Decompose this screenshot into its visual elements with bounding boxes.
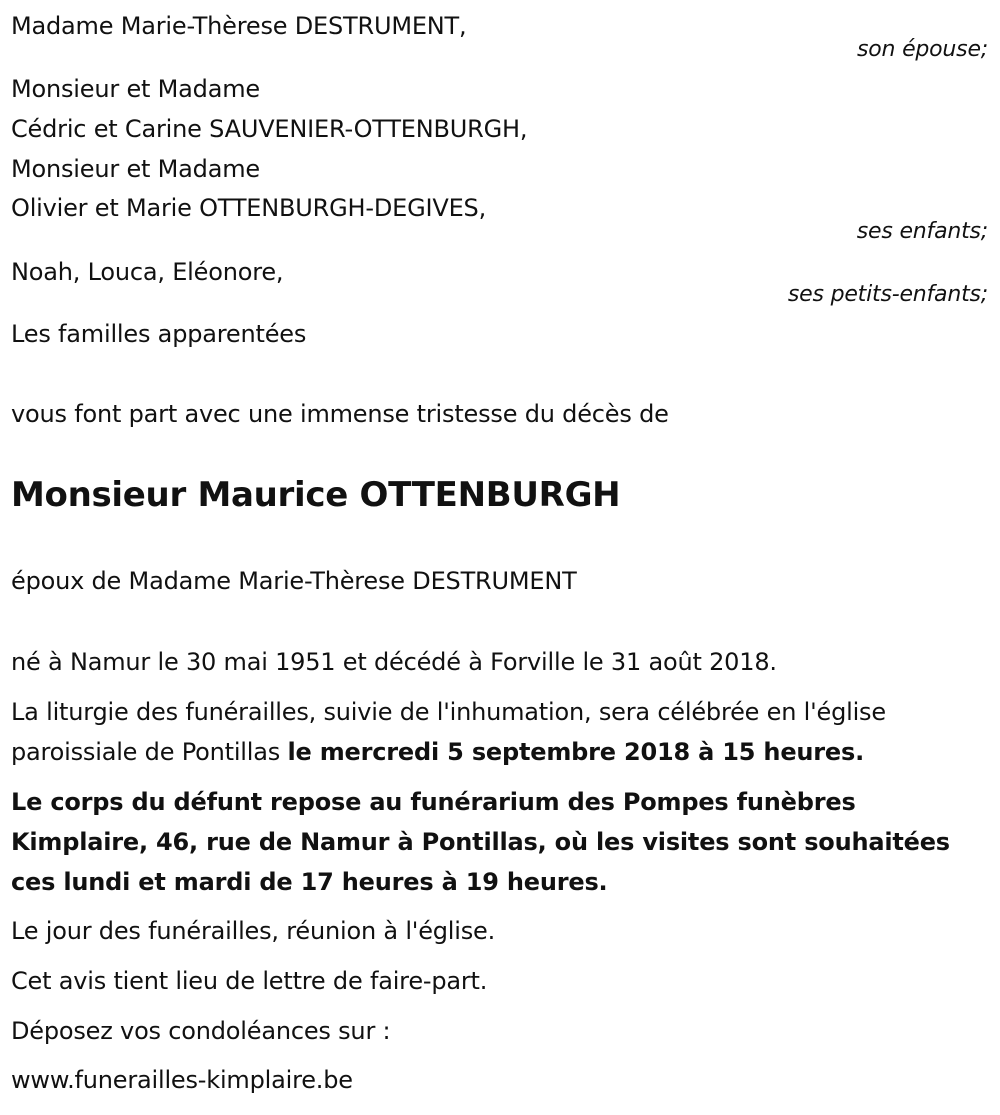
visitation-line-3: ces lundi et mardi de 17 heures à 19 heures. (11, 868, 608, 896)
deceased-spouse-line: époux de Madame Marie-Thèrese DESTRUMENT (11, 567, 577, 595)
ceremony-location: paroissiale de Pontillas (11, 738, 288, 766)
meeting-note: Le jour des funérailles, réunion à l'église. (11, 917, 496, 945)
website-line (11, 1065, 353, 1095)
birth-death-line: né à Namur le 30 mai 1951 et décédé à Forville le 31 août 2018. (11, 648, 777, 676)
visitation-line-2: Kimplaire, 46, rue de Namur à Pontillas, où les visites sont souhaitées (11, 828, 950, 856)
deceased-name: Monsieur Maurice OTTENBURGH (11, 475, 621, 515)
children-line-3: Monsieur et Madame (11, 155, 260, 183)
ceremony-line-2 (11, 737, 864, 767)
ceremony-datetime: le mercredi 5 septembre 2018 à 15 heures. (287, 738, 864, 766)
website-link[interactable]: www.funerailles-kimplaire.be (11, 1066, 353, 1094)
spouse-role: son épouse; (857, 37, 988, 62)
notice-note: Cet avis tient lieu de lettre de faire-part. (11, 967, 488, 995)
grandchildren-names: Noah, Louca, Eléonore, (11, 258, 284, 286)
grandchildren-role: ses petits-enfants; (787, 282, 988, 307)
children-line-4: Olivier et Marie OTTENBURGH-DEGIVES, (11, 194, 486, 222)
relatives-line: Les familles apparentées (11, 320, 307, 348)
children-line-2: Cédric et Carine SAUVENIER-OTTENBURGH, (11, 115, 528, 143)
children-role: ses enfants; (856, 219, 988, 244)
condolences-label: Déposez vos condoléances sur : (11, 1017, 391, 1045)
children-line-1: Monsieur et Madame (11, 75, 260, 103)
announcement-text: vous font part avec une immense tristesse du décès de (11, 400, 669, 428)
visitation-line-1: Le corps du défunt repose au funérarium des Pompes funèbres (11, 788, 856, 816)
ceremony-line-1: La liturgie des funérailles, suivie de l'inhumation, sera célébrée en l'église (11, 698, 886, 726)
spouse-name: Madame Marie-Thèrese DESTRUMENT, (11, 12, 467, 40)
